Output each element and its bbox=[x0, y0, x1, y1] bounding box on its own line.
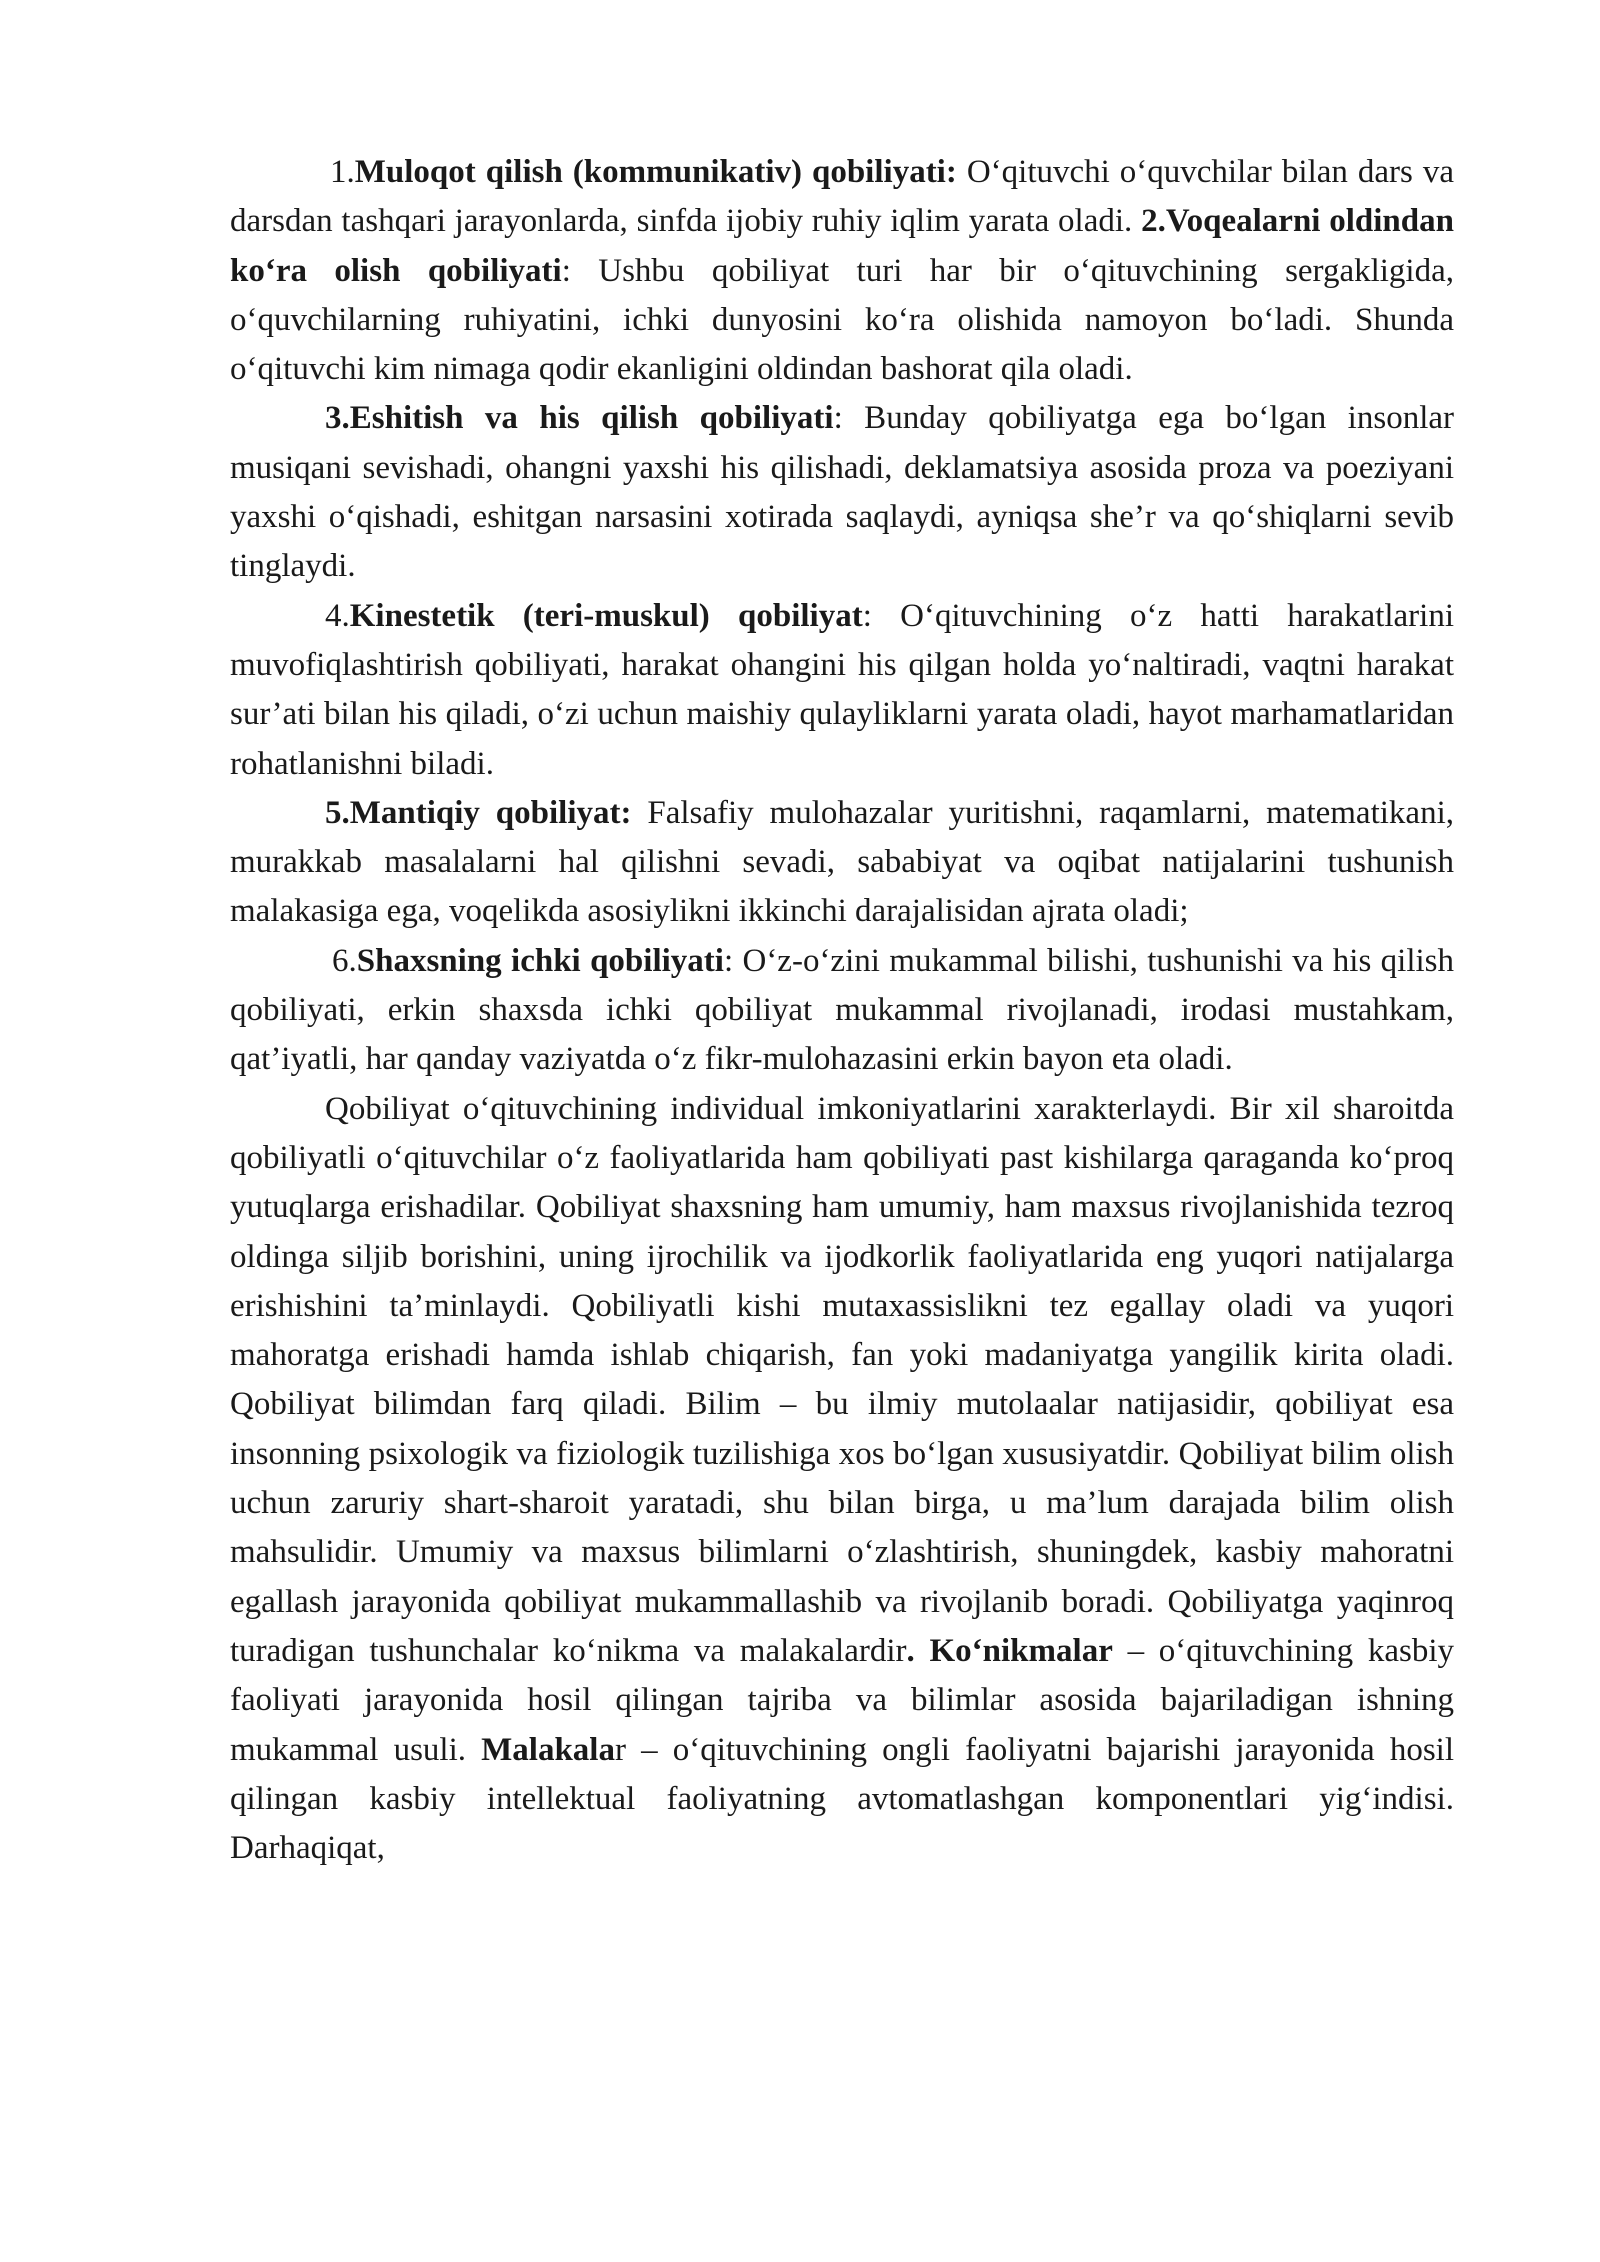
paragraph-hearing bbox=[230, 394, 1454, 591]
term-heading: Kinestetik (teri-muskul) qobiliyat bbox=[349, 597, 863, 634]
paragraph-text: r – o‘qituvchining ongli faoliyatni bajarishi jarayonida hosil qilingan kasbiy intellektual faoliyatning avtomatlashgan komponentlari yig‘indisi. Darhaqiqat, bbox=[230, 1731, 1454, 1867]
term-heading: 5.Mantiqiy qobiliyat: bbox=[325, 794, 632, 831]
paragraph-text: : Bunday qobiliyatga ega bo‘lgan insonlar musiqani sevishadi, ohangni yaxshi his qilishadi, deklamatsiya asosida proza va poeziyani yaxshi o‘qishadi, eshitgan narsasini xotirada saqlaydi, ayniqsa she’r va qo‘shiqlarni sevib tinglaydi. bbox=[230, 400, 1455, 585]
document-page bbox=[230, 148, 1454, 1873]
bold-period: . bbox=[906, 1632, 915, 1669]
item-number: 4. bbox=[325, 597, 350, 634]
paragraph-text: Qobiliyat o‘qituvchining individual imkoniyatlarini xarakterlaydi. Bir xil sharoitda qobiliyatli o‘qituvchilar o‘z faoliyatlarida ham qobiliyati past kishilarga qaraganda ko‘proq yutuqlarga erishadilar. Qobiliyat shaxsning ham umumiy, ham maxsus rivojlanishida tezroq oldinga siljib borishini, uning ijrochilik va ijodkorlik faoliyatlarida eng yuqori natijalarga erishishini ta’minlaydi. Qobiliyatli kishi mutaxassislikni tez egallay oladi va yuqori mahoratga erishadi hamda ishlab chiqarish, fan yoki madaniyatga yangilik kirita oladi. Qobiliyat bilimdan farq qiladi. Bilim – bu ilmiy mutolaalar natijasidir, qobiliyat esa insonning psixologik va fiziologik tuzilishiga xos bo‘lgan xususiyatdir. Qobiliyat bilim olish uchun zaruriy shart-sharoit yaratadi, shu bilan birga, u ma’lum darajada bilim olish mahsulidir. Umumiy va maxsus bilimlarni o‘zlashtirish, shuningdek, kasbiy mahoratni egallash jarayonida qobiliyat mukammallashib va rivojlanib boradi. Qobiliyatga yaqinroq turadigan tushunchalar ko‘nikma va malakalardir bbox=[230, 1090, 1454, 1669]
term-heading: 2.Voqealarni oldindan ko‘ra olish qobiliyati bbox=[230, 203, 1454, 289]
space bbox=[915, 1633, 930, 1669]
paragraph-kinesthetic bbox=[230, 592, 1454, 789]
paragraph-ability-general bbox=[230, 1085, 1454, 1874]
item-number: 6. bbox=[332, 942, 357, 979]
paragraph-text: : O‘qituvchining o‘z hatti harakatlarini muvofiqlashtirish qobiliyati, harakat ohangini his qilgan holda yo‘naltiradi, vaqtni harakat sur’ati bilan his qiladi, o‘zi uchun maishiy qulayliklarni yarata oladi, hayot marhamatlaridan rohatlanishni biladi. bbox=[230, 597, 1455, 782]
paragraph-communicative bbox=[230, 148, 1454, 394]
paragraph-text: : O‘z-o‘zini mukammal bilishi, tushunishi va his qilish qobiliyati, erkin shaxsda ichki qobiliyat mukammal rivojlanadi, irodasi mustahkam, qat’iyatli, har qanday vaziyatda o‘z fikr-mulohazasini erkin bayon eta oladi. bbox=[230, 942, 1454, 1078]
term-heading: Ko‘nikmalar bbox=[929, 1632, 1113, 1669]
paragraph-text: Falsafiy mulohazalar yuritishni, raqamlarni, matematikani, murakkab masalalarni hal qilishni sevadi, sababiyat va oqibat natijalarini tushunish malakasiga ega, voqelikda asosiylikni ikkinchi darajalisidan ajrata oladi; bbox=[230, 794, 1454, 930]
item-number: 1. bbox=[330, 154, 355, 190]
term-heading: Muloqot qilish (kommunikativ) qobiliyati: bbox=[354, 154, 957, 190]
paragraph-text: : Ushbu qobiliyat turi har bir o‘qituvchining sergakligida, o‘quvchilarning ruhiyatini, ichki dunyosini ko‘ra olishida namoyon bo‘ladi. Shunda o‘qituvchi kim nimaga qodir ekanligini oldindan bashorat qila oladi. bbox=[230, 252, 1454, 388]
term-heading: 3.Eshitish va his qilish qobiliyati bbox=[325, 400, 834, 437]
paragraph-logical bbox=[230, 789, 1454, 937]
paragraph-text: – o‘qituvchining kasbiy faoliyati jarayonida hosil qilingan tajriba va bilimlar asosida bajariladigan ishning mukammal usuli. bbox=[230, 1632, 1455, 1768]
paragraph-inner bbox=[230, 937, 1454, 1085]
paragraph-text: O‘qituvchi o‘quvchilar bilan dars va darsdan tashqari jarayonlarda, sinfda ijobiy ruhiy iqlim yarata oladi. bbox=[230, 154, 1454, 240]
term-heading: Malakala bbox=[481, 1731, 615, 1768]
term-heading: Shaxsning ichki qobiliyati bbox=[356, 942, 724, 979]
